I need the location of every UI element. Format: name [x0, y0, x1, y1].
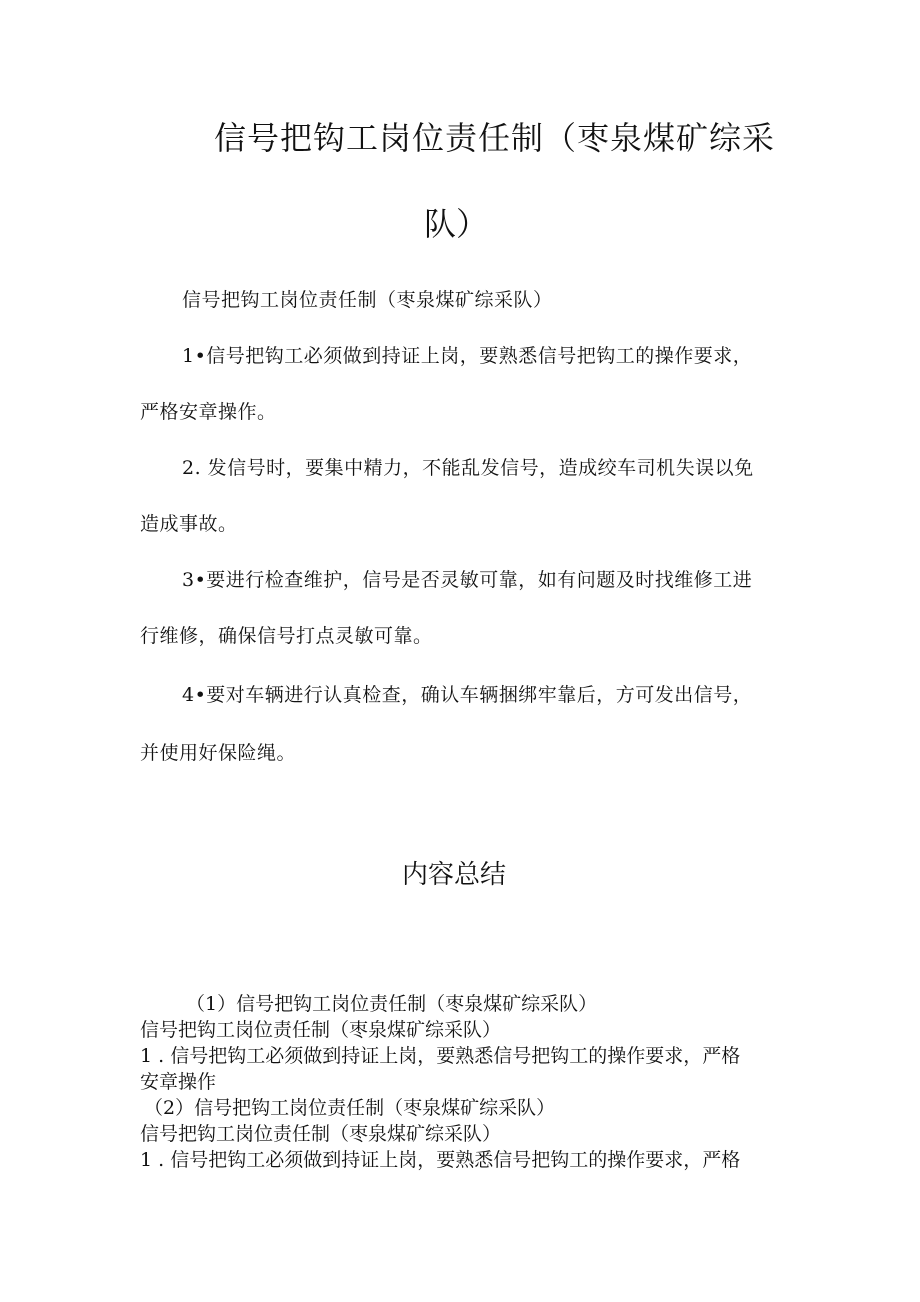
summary-line: 1 . 信号把钩工必须做到持证上岗，要熟悉信号把钩工的操作要求，严格	[140, 1149, 741, 1171]
paragraph-item-1-line-1: 1•信号把钩工必须做到持证上岗，要熟悉信号把钩工的操作要求，	[182, 345, 753, 367]
paragraph-item-4-line-2: 并使用好保险绳。	[140, 742, 297, 764]
summary-line: 1 . 信号把钩工必须做到持证上岗，要熟悉信号把钩工的操作要求，严格	[140, 1045, 741, 1067]
paragraph-heading: 信号把钩工岗位责任制（枣泉煤矿综采队）	[182, 289, 553, 311]
paragraph-item-2-line-2: 造成事故。	[140, 513, 238, 535]
summary-line: 信号把钩工岗位责任制（枣泉煤矿综采队）	[140, 1123, 502, 1145]
paragraph-item-1-line-2: 严格安章操作。	[140, 401, 277, 423]
summary-line: 信号把钩工岗位责任制（枣泉煤矿综采队）	[140, 1019, 502, 1041]
summary-heading: 内容总结	[402, 860, 507, 890]
paragraph-item-2-line-1: 2. 发信号时，要集中精力，不能乱发信号，造成绞车司机失误以免	[182, 457, 754, 479]
summary-line: 安章操作	[140, 1071, 217, 1093]
document-title-line-1: 信号把钩工岗位责任制（枣泉煤矿综采	[214, 119, 776, 157]
summary-line: （1）信号把钩工岗位责任制（枣泉煤矿综采队）	[186, 993, 598, 1015]
paragraph-item-4-line-1: 4•要对车辆进行认真检查，确认车辆捆绑牢靠后，方可发出信号，	[182, 684, 753, 706]
paragraph-item-3-line-1: 3•要进行检查维护，信号是否灵敏可靠，如有问题及时找维修工进	[182, 569, 753, 591]
paragraph-item-3-line-2: 行维修，确保信号打点灵敏可靠。	[140, 625, 433, 647]
document-title-line-2: 队）	[424, 205, 489, 243]
summary-line: （2）信号把钩工岗位责任制（枣泉煤矿综采队）	[144, 1097, 556, 1119]
